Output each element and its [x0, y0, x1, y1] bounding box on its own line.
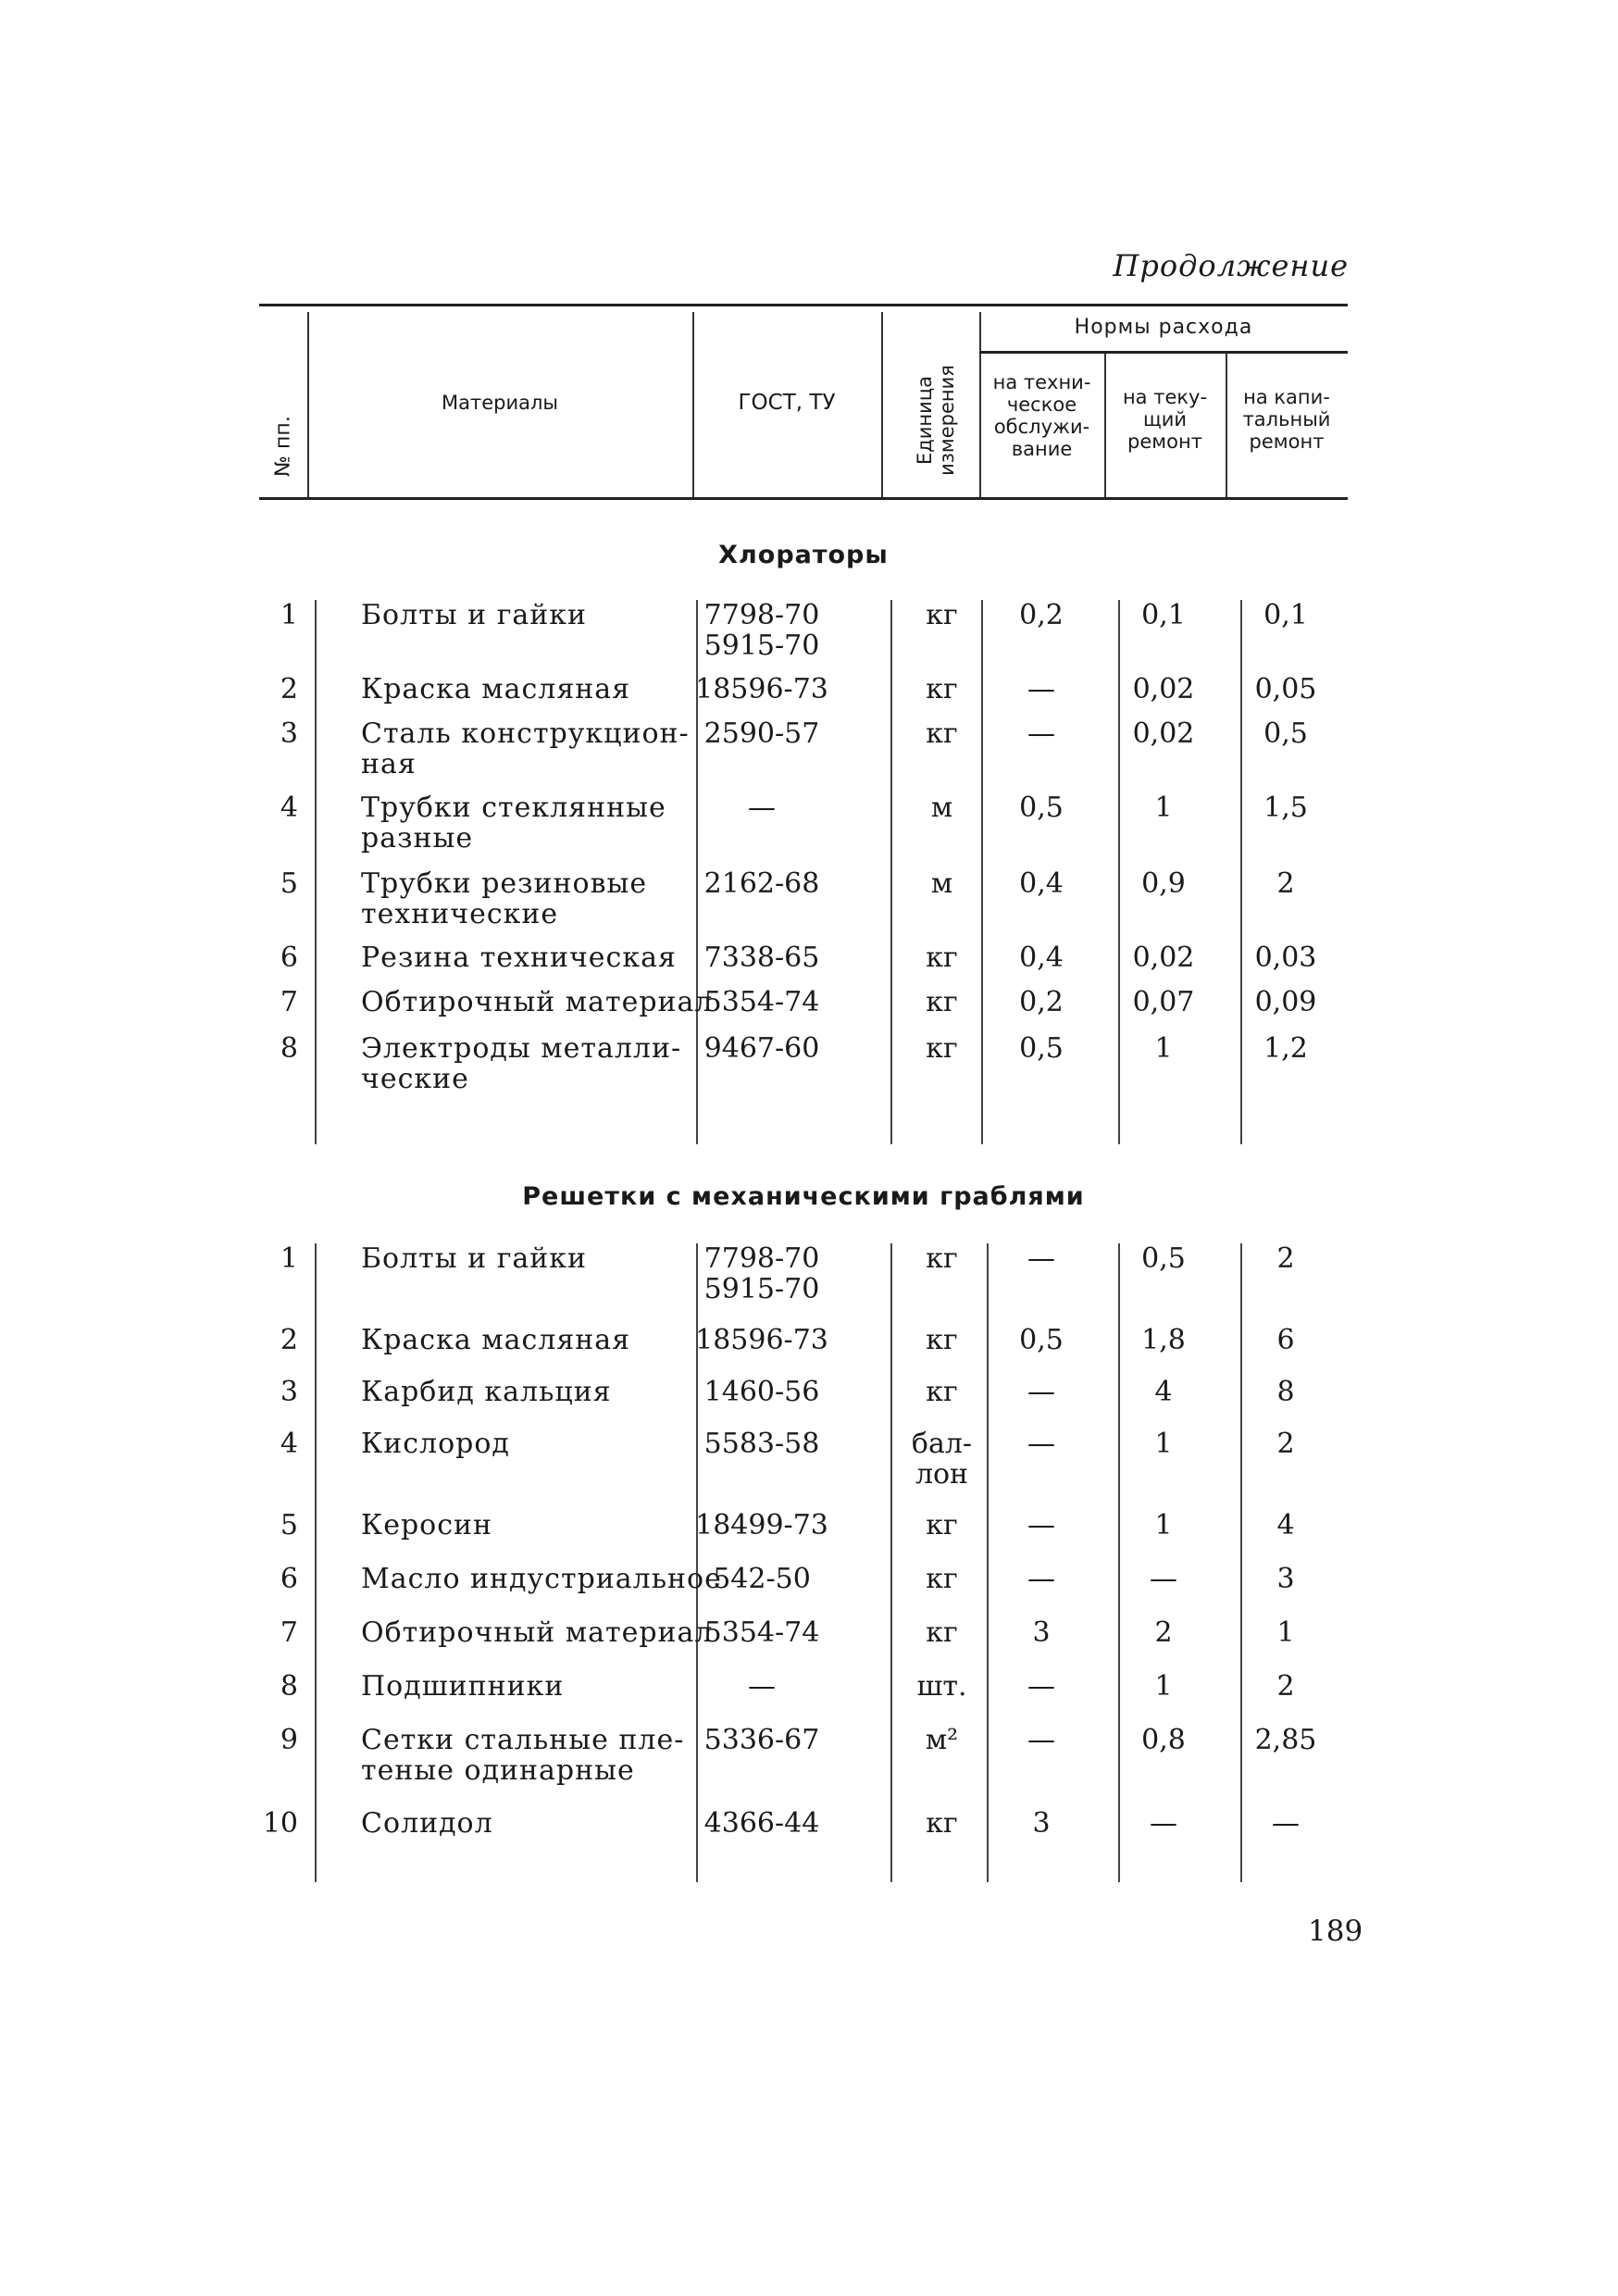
cell-num: 3: [280, 718, 298, 750]
cell-capital: 2,85: [1254, 1724, 1317, 1756]
cell-gost: 5336-67: [703, 1724, 820, 1756]
cell-unit: кг: [926, 986, 958, 1018]
cell-maintenance: 0,5: [1019, 1032, 1064, 1065]
cell-material: Сталь конструкцион- ная: [361, 718, 690, 780]
cell-unit: кг: [926, 1807, 958, 1840]
header-unit: Единица измерения: [913, 365, 958, 476]
cell-capital: 2: [1276, 1670, 1295, 1703]
cell-current: 0,02: [1132, 942, 1195, 974]
cell-material: Обтирочный материал: [361, 986, 714, 1018]
cell-unit: кг: [926, 673, 958, 705]
cell-num: 6: [280, 1563, 298, 1595]
cell-gost: 5354-74: [703, 1616, 820, 1649]
cell-num: 5: [280, 867, 298, 900]
cell-current: 1: [1154, 1428, 1173, 1460]
cell-unit: м²: [925, 1724, 959, 1756]
section-screens: [259, 1243, 1348, 1882]
cell-gost: 9467-60: [703, 1032, 820, 1065]
cell-num: 5: [280, 1509, 298, 1541]
cell-capital: 1,2: [1263, 1032, 1308, 1065]
section-title-screens: Решетки с механическими граблями: [522, 1182, 1085, 1211]
cell-maintenance: 0,2: [1019, 986, 1064, 1018]
cell-capital: 3: [1276, 1563, 1295, 1595]
cell-current: 0,02: [1132, 673, 1195, 705]
cell-current: 1: [1154, 1509, 1173, 1541]
cell-current: 4: [1154, 1376, 1173, 1408]
cell-gost: 542-50: [713, 1563, 811, 1595]
cell-material: Керосин: [361, 1509, 493, 1541]
cell-maintenance: —: [1027, 1670, 1055, 1703]
continuation-label: Продолжение: [1113, 248, 1349, 283]
cell-num: 2: [280, 1324, 298, 1356]
cell-current: 1: [1154, 792, 1173, 824]
cell-num: 8: [280, 1032, 298, 1065]
cell-current: 0,9: [1141, 867, 1186, 900]
cell-num: 1: [280, 599, 298, 631]
cell-maintenance: 0,4: [1019, 942, 1064, 974]
cell-capital: 0,05: [1254, 673, 1317, 705]
cell-material: Масло индустриальное: [361, 1563, 722, 1595]
cell-maintenance: —: [1027, 1242, 1055, 1275]
cell-gost: 18596-73: [695, 1324, 828, 1356]
header-num: № пп.: [271, 416, 295, 477]
cell-maintenance: 0,5: [1019, 792, 1064, 824]
cell-gost: 5583-58: [703, 1428, 820, 1460]
page-number: 189: [1308, 1915, 1363, 1948]
cell-maintenance: 3: [1032, 1807, 1051, 1840]
cell-num: 7: [280, 1616, 298, 1649]
cell-material: Трубки резиновые технические: [361, 867, 648, 930]
cell-current: 0,5: [1141, 1242, 1186, 1275]
cell-maintenance: —: [1027, 1563, 1055, 1595]
section-chlorinators: [259, 600, 1348, 1144]
cell-num: 4: [280, 792, 298, 824]
header-current-repair: на теку- щий ремонт: [1122, 386, 1208, 453]
cell-gost: —: [748, 1670, 776, 1703]
cell-current: 0,07: [1132, 986, 1195, 1018]
cell-unit: кг: [926, 1509, 958, 1541]
cell-num: 4: [280, 1428, 298, 1460]
cell-maintenance: 0,4: [1019, 867, 1064, 900]
cell-capital: 0,03: [1254, 942, 1317, 974]
cell-material: Болты и гайки: [361, 599, 588, 631]
cell-unit: м: [930, 867, 953, 900]
cell-unit: кг: [926, 718, 958, 750]
cell-current: 2: [1154, 1616, 1173, 1649]
cell-maintenance: —: [1027, 673, 1055, 705]
cell-gost: 5354-74: [703, 986, 820, 1018]
cell-maintenance: 0,5: [1019, 1324, 1064, 1356]
cell-material: Краска масляная: [361, 1324, 631, 1356]
cell-capital: 1,5: [1263, 792, 1308, 824]
cell-capital: 2: [1276, 1428, 1295, 1460]
cell-current: —: [1150, 1563, 1177, 1595]
cell-num: 1: [280, 1242, 298, 1275]
cell-capital: 2: [1276, 867, 1295, 900]
section-title-chlorinators: Хлораторы: [718, 541, 889, 569]
cell-unit: кг: [926, 1242, 958, 1275]
header-capital-repair: на капи- тальный ремонт: [1242, 386, 1331, 453]
cell-num: 10: [262, 1807, 298, 1840]
cell-gost: 2590-57: [703, 718, 820, 750]
cell-current: 0,02: [1132, 718, 1195, 750]
cell-material: Карбид кальция: [361, 1376, 612, 1408]
cell-gost: 7798-70 5915-70: [703, 1242, 820, 1305]
cell-capital: 2: [1276, 1242, 1295, 1275]
cell-capital: 6: [1276, 1324, 1295, 1356]
cell-num: 9: [280, 1724, 298, 1756]
cell-current: 1: [1154, 1670, 1173, 1703]
cell-gost: 7338-65: [703, 942, 820, 974]
cell-current: 1: [1154, 1032, 1173, 1065]
cell-gost: 4366-44: [703, 1807, 820, 1840]
cell-unit: кг: [926, 942, 958, 974]
cell-material: Солидол: [361, 1807, 493, 1840]
cell-unit: кг: [926, 1032, 958, 1065]
cell-num: 2: [280, 673, 298, 705]
cell-num: 6: [280, 942, 298, 974]
cell-capital: 0,09: [1254, 986, 1317, 1018]
cell-unit: кг: [926, 1376, 958, 1408]
cell-material: Подшипники: [361, 1670, 565, 1703]
cell-material: Электроды металли- ческие: [361, 1032, 682, 1095]
cell-gost: 18499-73: [695, 1509, 828, 1541]
cell-capital: —: [1272, 1807, 1300, 1840]
header-gost: ГОСТ, ТУ: [738, 391, 836, 415]
cell-maintenance: —: [1027, 1724, 1055, 1756]
cell-capital: 1: [1276, 1616, 1295, 1649]
cell-capital: 0,1: [1263, 599, 1308, 631]
cell-gost: —: [748, 792, 776, 824]
cell-material: Болты и гайки: [361, 1242, 588, 1275]
cell-material: Обтирочный материал: [361, 1616, 714, 1649]
cell-gost: 7798-70 5915-70: [703, 599, 820, 662]
cell-capital: 0,5: [1263, 718, 1308, 750]
header-materials: Материалы: [442, 392, 558, 414]
cell-num: 3: [280, 1376, 298, 1408]
cell-gost: 18596-73: [695, 673, 828, 705]
cell-material: Сетки стальные пле- теные одинарные: [361, 1724, 685, 1787]
cell-maintenance: —: [1027, 718, 1055, 750]
cell-num: 8: [280, 1670, 298, 1703]
cell-material: Краска масляная: [361, 673, 631, 705]
cell-material: Резина техническая: [361, 942, 677, 974]
cell-material: Кислород: [361, 1428, 510, 1460]
cell-gost: 2162-68: [703, 867, 820, 900]
cell-unit: м: [930, 792, 953, 824]
cell-maintenance: —: [1027, 1509, 1055, 1541]
cell-num: 7: [280, 986, 298, 1018]
cell-material: Трубки стеклянные разные: [361, 792, 666, 855]
cell-unit: кг: [926, 1616, 958, 1649]
cell-unit: шт.: [916, 1670, 967, 1703]
cell-maintenance: 3: [1032, 1616, 1051, 1649]
header-maintenance: на техни- ческое обслужи- вание: [992, 371, 1091, 460]
cell-capital: 8: [1276, 1376, 1295, 1408]
cell-current: 0,8: [1141, 1724, 1186, 1756]
cell-unit: кг: [926, 599, 958, 631]
cell-unit: кг: [926, 1563, 958, 1595]
cell-current: —: [1150, 1807, 1177, 1840]
cell-current: 1,8: [1141, 1324, 1186, 1356]
cell-unit: бал- лон: [911, 1428, 973, 1491]
cell-gost: 1460-56: [703, 1376, 820, 1408]
cell-maintenance: —: [1027, 1428, 1055, 1460]
table-header: [259, 304, 1348, 500]
cell-current: 0,1: [1141, 599, 1186, 631]
header-norms: Нормы расхода: [1074, 316, 1253, 339]
cell-unit: кг: [926, 1324, 958, 1356]
cell-capital: 4: [1276, 1509, 1295, 1541]
cell-maintenance: 0,2: [1019, 599, 1064, 631]
cell-maintenance: —: [1027, 1376, 1055, 1408]
